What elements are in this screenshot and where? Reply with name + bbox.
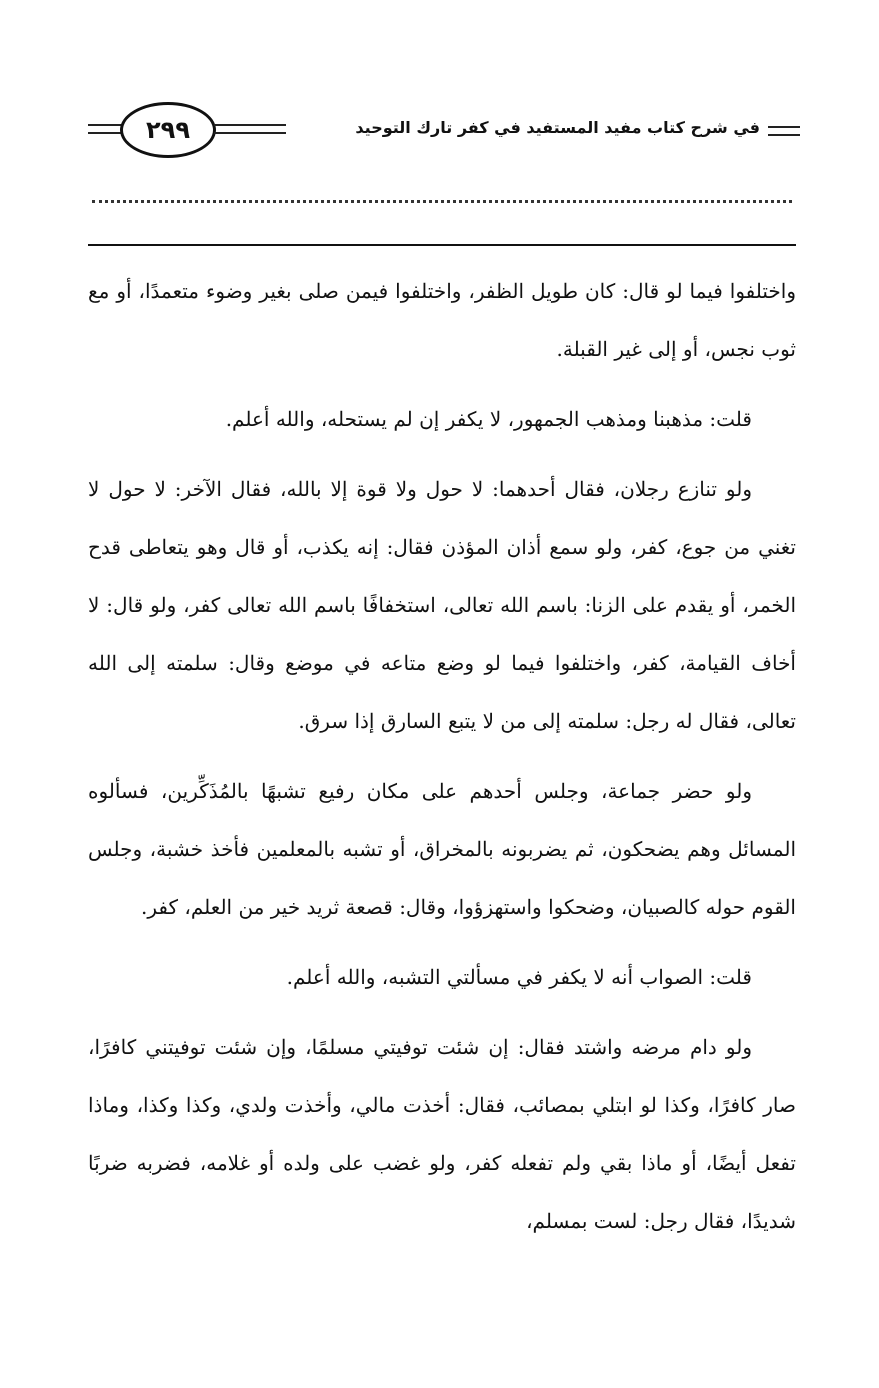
running-header [88,102,800,162]
running-title: في شرح كتاب مفيد المستفيد في كفر تارك التوحيد [355,118,760,137]
header-double-rule-middle [214,124,286,134]
paragraph: واختلفوا فيما لو قال: كان طويل الظفر، واختلفوا فيمن صلى بغير وضوء متعمدًا، أو مع ثوب نجس، أو إلى غير القبلة. [88,279,796,361]
header-rule [88,244,796,246]
paragraph: قلت: مذهبنا ومذهب الجمهور، لا يكفر إن لم يستحله، والله أعلم. [225,407,752,431]
paragraph: ولو حضر جماعة، وجلس أحدهم على مكان رفيع تشبهًا بالمُذَكِّرين، فسألوه المسائل وهم يضحكون، ثم يضربونه بالمخراق، أو تشبه بالمعلمين فأخذ خشبة، وجلس القوم حوله كالصبيان، وضحكوا واستهزؤوا، وقال: قصعة ثريد خير من العلم، كفر. [88,779,796,919]
paragraph: ولو تنازع رجلان، فقال أحدهما: لا حول ولا قوة إلا بالله، فقال الآخر: لا حول لا تغني من جوع، كفر، ولو سمع أذان المؤذن فقال: إنه يكذب، أو قال وهو يتعاطى قدح الخمر، أو يقدم على الزنا: باسم الله تعالى، استخفافًا باسم الله تعالى كفر، ولو قال: لا أخاف القيامة، كفر، واختلفوا فيما لو وضع متاعه في موضع وقال: سلمته إلى الله تعالى، فقال له رجل: سلمته إلى من لا يتبع السارق إذا سرق. [88,477,796,733]
page-number: ٢٩٩ [146,116,190,144]
body-text [88,262,796,1262]
header-double-rule-right [768,126,800,136]
paragraph: قلت: الصواب أنه لا يكفر في مسألتي التشبه، والله أعلم. [286,965,752,989]
paragraph: ولو دام مرضه واشتد فقال: إن شئت توفيتي مسلمًا، وإن شئت توفيتني كافرًا، صار كافرًا، وكذا لو ابتلي بمصائب، فقال: أخذت مالي، وأخذت ولدي، وكذا وكذا، وماذا تفعل أيضًا، أو ماذا بقي ولم تفعله كفر، ولو غضب على ولده أو غلامه، فضربه ضربًا شديدًا، فقال رجل: لست بمسلم، [88,1035,796,1233]
dotted-separator [92,200,792,203]
page-number-badge [120,102,216,158]
header-double-rule-left [88,124,122,134]
